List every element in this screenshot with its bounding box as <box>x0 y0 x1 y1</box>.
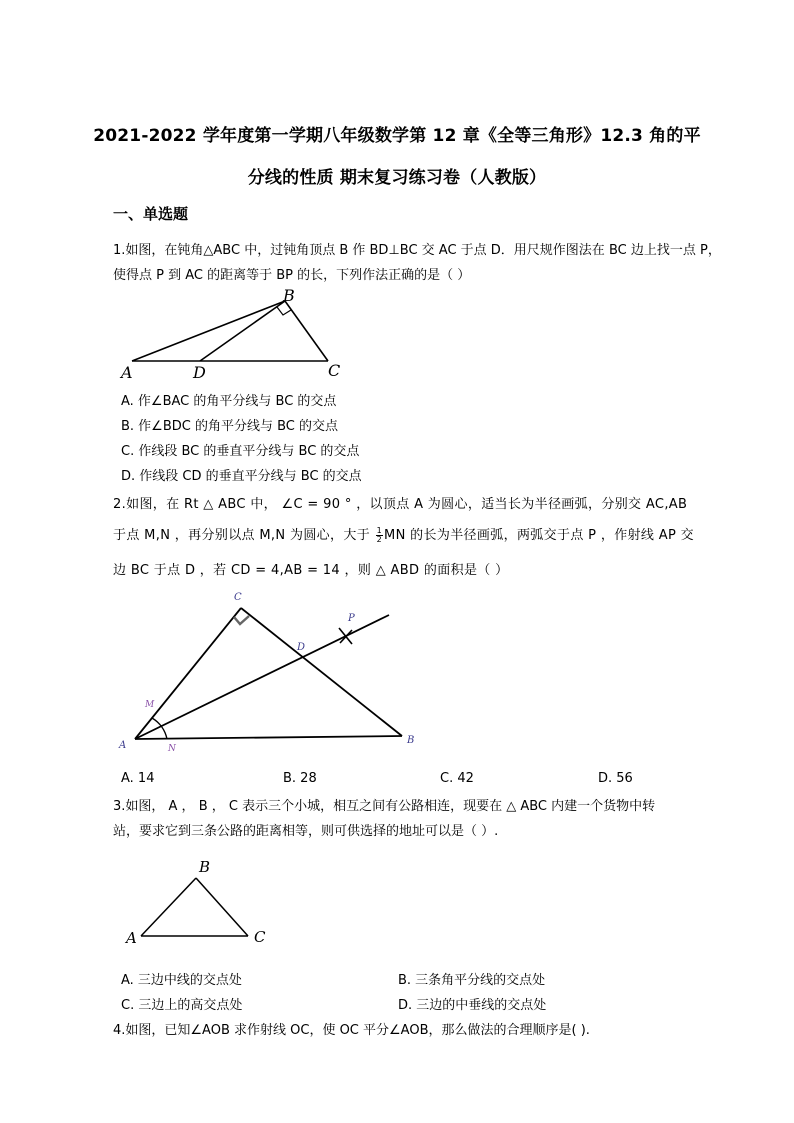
q2-figure <box>112 588 422 758</box>
q3-label-a: A <box>126 929 137 947</box>
q3-option-d[interactable]: D. 三边的中垂线的交点处 <box>398 998 547 1013</box>
q2-text-line-1: 2.如图，在 Rt △ ABC 中， ∠C = 90 ° ，以顶点 A 为圆心，适当长为半径画弧，分别交 AC,AB <box>113 497 688 512</box>
section-heading: 一、单选题 <box>113 205 189 223</box>
q3-label-c: C <box>254 928 266 946</box>
q1-segment-bd <box>200 301 285 361</box>
q2-label-m: M <box>145 700 155 710</box>
q2-label-b: B <box>407 735 415 746</box>
q3-text-line-1: 3.如图， A ， B ， C 表示三个小城，相互之间有公路相连，现要在 △ ABC 内建一个货物中转 <box>113 799 656 814</box>
q2-label-a: A <box>119 740 127 751</box>
q4-text-line-1: 4.如图，已知∠AOB 求作射线 OC，使 OC 平分∠AOB，那么做法的合理顺序是( ). <box>113 1023 590 1038</box>
q3-option-b[interactable]: B. 三条角平分线的交点处 <box>398 973 546 988</box>
q2-text-line-2-end: MN 的长为半径画弧，两弧交于点 P ，作射线 AP 交 <box>384 528 694 543</box>
q2-label-d: D <box>297 642 306 653</box>
q2-label-c: C <box>234 592 242 603</box>
q1-side-ab <box>132 301 285 361</box>
q3-label-b: B <box>199 858 211 876</box>
q2-side-cb <box>241 608 402 736</box>
q2-side-ac <box>135 608 241 739</box>
q1-label-a: A <box>121 363 133 382</box>
q2-fraction-numerator: 1 <box>376 526 383 535</box>
q3-figure <box>122 855 282 950</box>
q2-label-p: P <box>348 613 355 624</box>
q2-option-c[interactable]: C. 42 <box>440 771 474 786</box>
q1-label-b: B <box>283 286 295 305</box>
q1-figure <box>115 285 355 380</box>
q2-label-n: N <box>168 744 176 754</box>
q1-text-line-2: 使得点 P 到 AC 的距离等于 BP 的长，下列作法正确的是（ ） <box>113 268 471 283</box>
q2-side-ab <box>135 736 402 739</box>
q2-option-b[interactable]: B. 28 <box>283 771 317 786</box>
exam-title-line-1: 2021-2022 学年度第一学期八年级数学第 12 章《全等三角形》12.3 角的平 <box>93 126 701 146</box>
exam-title-line-2: 分线的性质 期末复习练习卷（人教版） <box>247 168 547 188</box>
q1-text-line-1: 1.如图，在钝角△ABC 中，过钝角顶点 B 作 BD⊥BC 交 AC 于点 D．用尺规作图法在 BC 边上找一点 P， <box>113 243 721 258</box>
q1-option-c[interactable]: C. 作线段 BC 的垂直平分线与 BC 的交点 <box>121 444 360 459</box>
q3-side-ab <box>141 878 196 936</box>
q1-label-d: D <box>193 363 206 382</box>
q1-side-bc <box>285 301 328 361</box>
q3-side-bc <box>196 878 248 936</box>
q3-option-c[interactable]: C. 三边上的高交点处 <box>121 998 243 1013</box>
q2-text-line-2 <box>113 524 694 544</box>
q1-right-angle-mark <box>277 307 291 315</box>
q3-option-a[interactable]: A. 三边中线的交点处 <box>121 973 242 988</box>
q2-option-a[interactable]: A. 14 <box>121 771 155 786</box>
q2-ray-ap <box>135 615 389 739</box>
q2-text-line-3: 边 BC 于点 D ，若 CD = 4,AB = 14 ，则 △ ABD 的面积是（ ） <box>113 563 509 578</box>
q1-option-a[interactable]: A. 作∠BAC 的角平分线与 BC 的交点 <box>121 394 337 409</box>
q1-option-d[interactable]: D. 作线段 CD 的垂直平分线与 BC 的交点 <box>121 469 362 484</box>
q2-option-d[interactable]: D. 56 <box>598 771 633 786</box>
q2-fraction-denominator: 2 <box>376 535 383 544</box>
q3-text-line-2: 站，要求它到三条公路的距离相等，则可供选择的地址可以是（ ）. <box>113 824 499 839</box>
q2-text-line-2-start: 于点 M,N ，再分别以点 M,N 为圆心，大于 <box>113 528 375 543</box>
q1-label-c: C <box>328 361 341 380</box>
q2-fraction-half <box>376 527 383 544</box>
q2-right-angle-mark <box>234 616 249 624</box>
q1-option-b[interactable]: B. 作∠BDC 的角平分线与 BC 的交点 <box>121 419 339 434</box>
q2-arc-mn <box>152 718 167 739</box>
